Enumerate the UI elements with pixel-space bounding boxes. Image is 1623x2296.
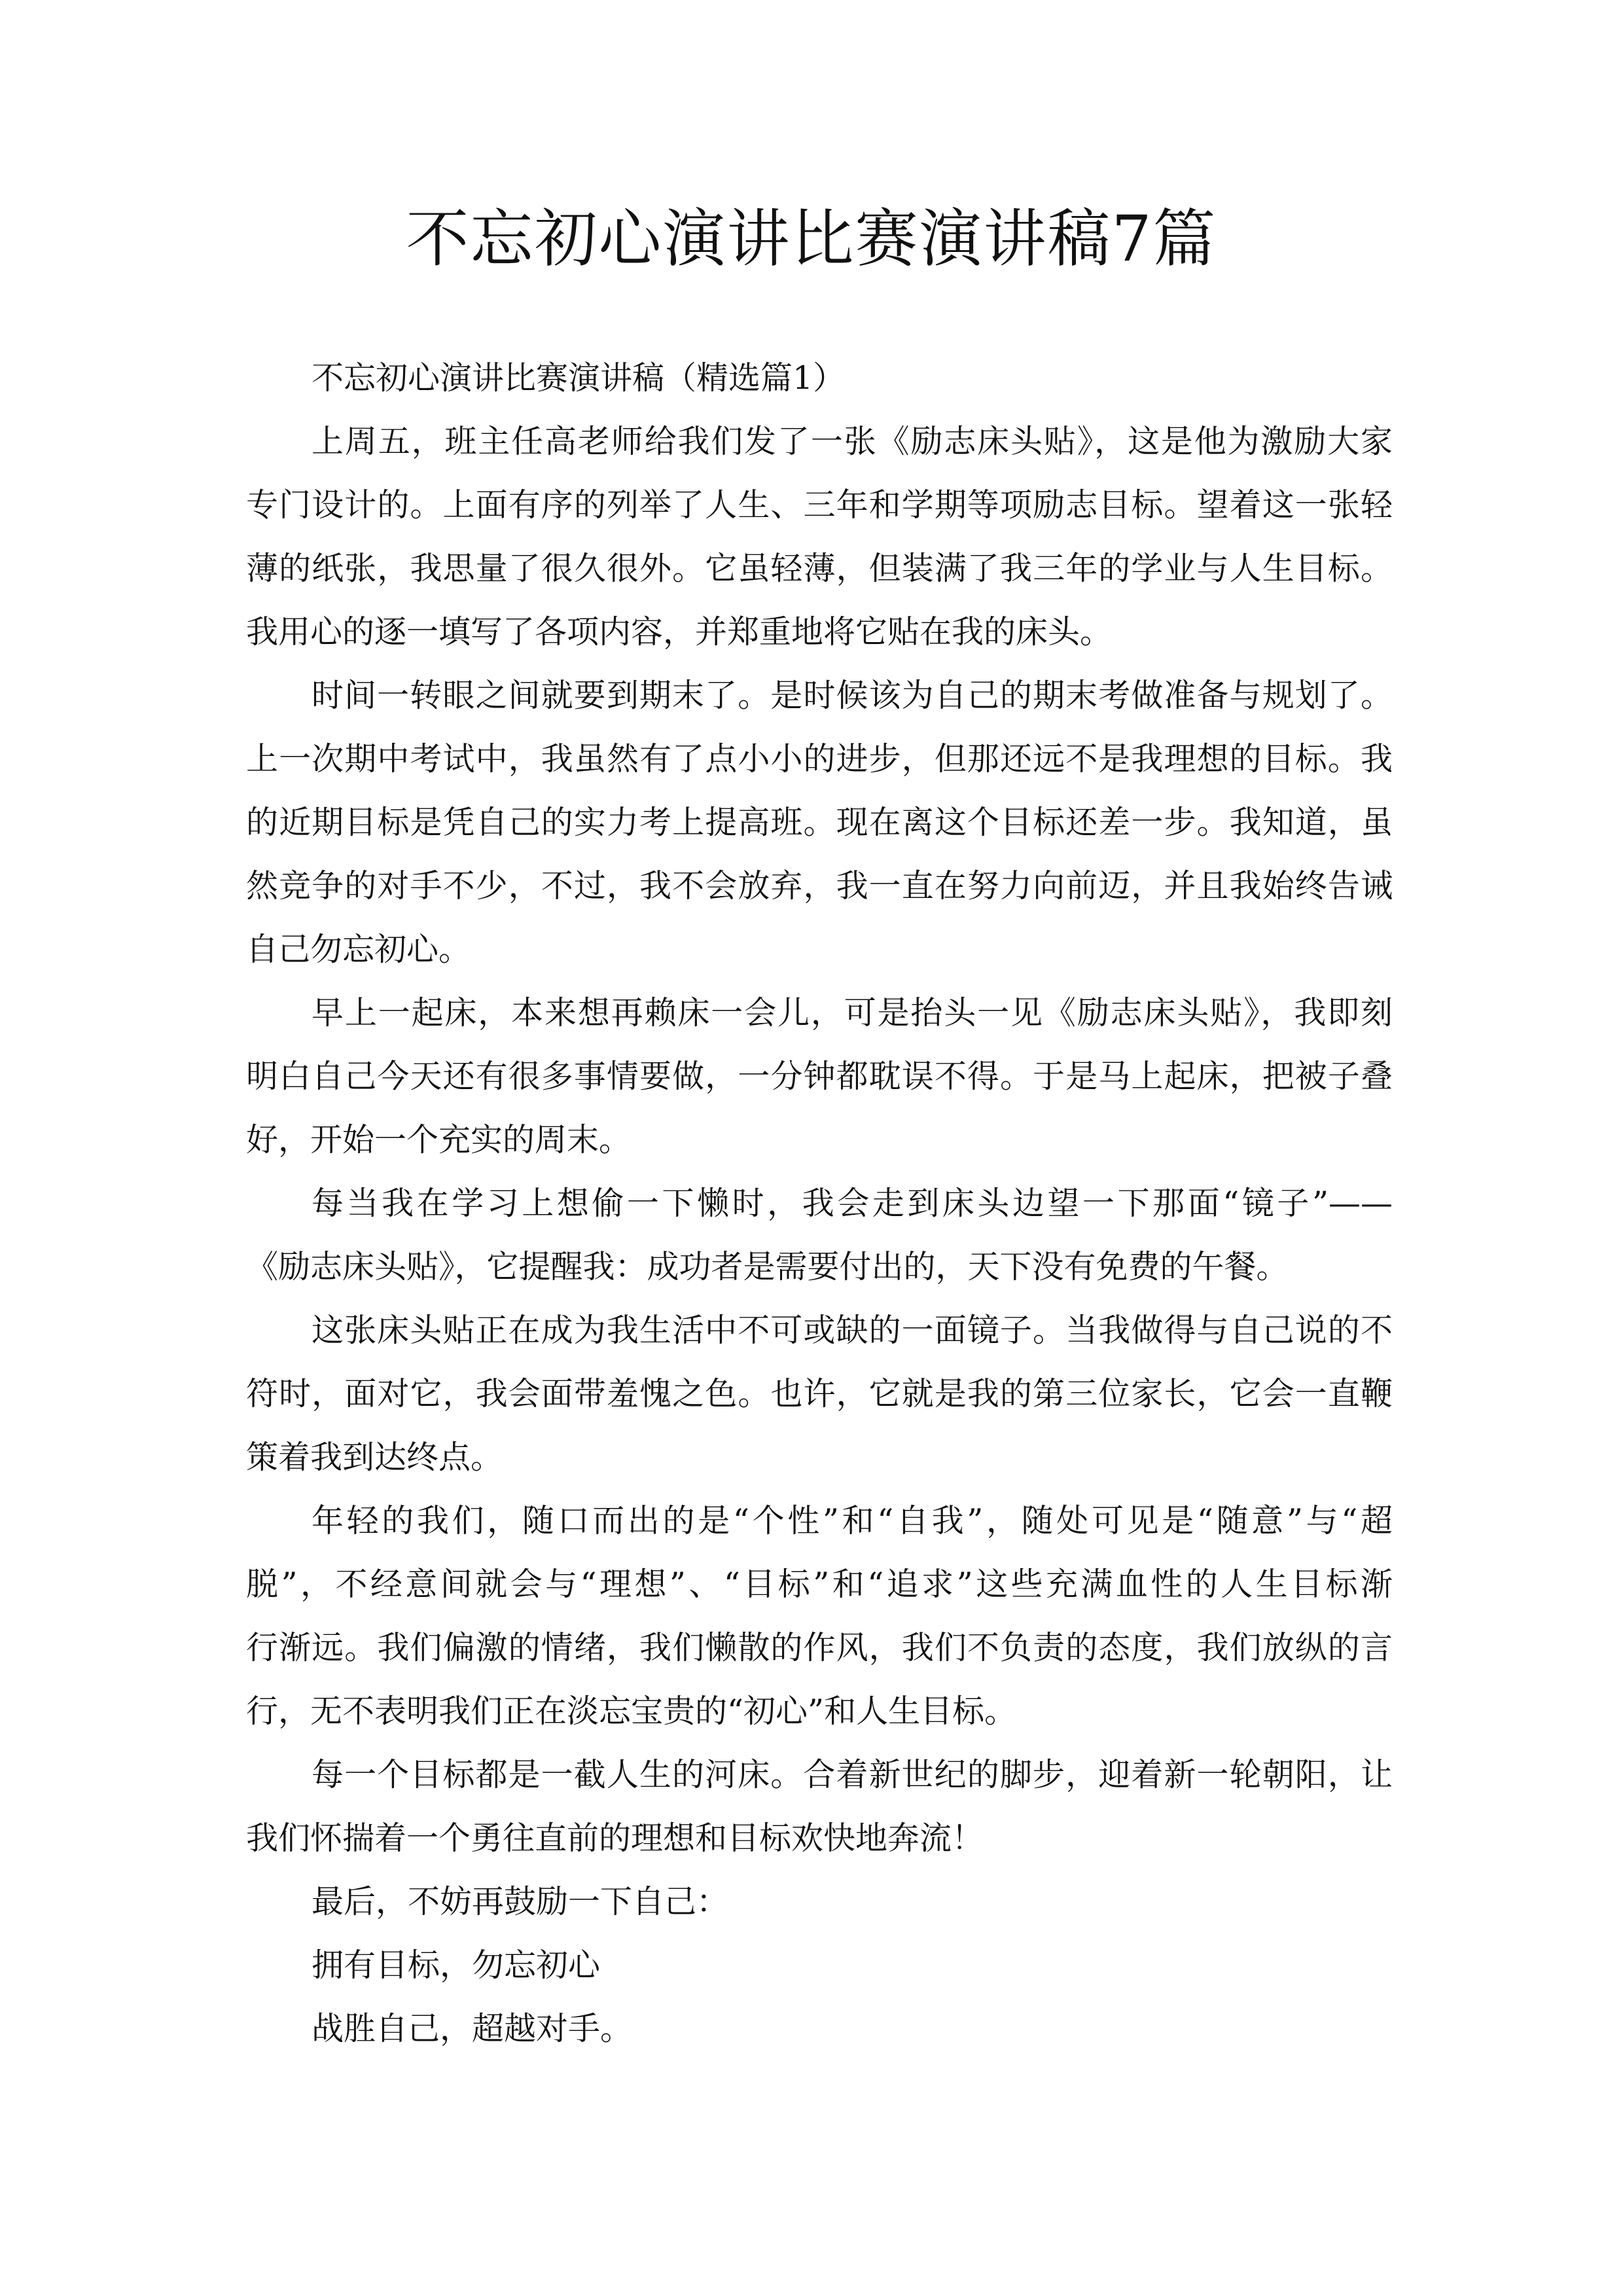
text-line: 最后，不妨再鼓励一下自己： <box>312 1883 729 1920</box>
paragraph <box>246 1299 1393 1489</box>
text-line: 明白自己今天还有很多事情要做，一分钟都耽误不得。于是马上起床，把被子叠 <box>246 1058 1393 1095</box>
text-line: 脱”，不经意间就会与“理想”、“目标”和“追求”这些充满血性的人生目标渐 <box>246 1566 1393 1603</box>
paragraph <box>246 664 1393 981</box>
text-line: 自己勿忘初心。 <box>246 931 471 968</box>
text-line: 每当我在学习上想偷一下懒时，我会走到床头边望一下那面“镜子”—— <box>312 1185 1393 1222</box>
paragraph <box>246 981 1393 1172</box>
text-line: 这张床头贴正在成为我生活中不可或缺的一面镜子。当我做得与自己说的不 <box>312 1312 1393 1349</box>
text-line: 上周五，班主任高老师给我们发了一张《励志床头贴》，这是他为激励大家 <box>312 423 1393 460</box>
text-line: 年轻的我们，随口而出的是“个性”和“自我”，随处可见是“随意”与“超 <box>312 1502 1393 1539</box>
text-line: 策着我到达终点。 <box>246 1439 503 1476</box>
text-line: 战胜自己，超越对手。 <box>312 2010 633 2047</box>
text-line: 专门设计的。上面有序的列举了人生、三年和学期等项励志目标。望着这一张轻 <box>246 486 1393 524</box>
text-line: 早上一起床，本来想再赖床一会儿，可是抬头一见《励志床头贴》，我即刻 <box>312 994 1393 1031</box>
paragraph <box>246 1172 1393 1299</box>
text-line: 我用心的逐一填写了各项内容，并郑重地将它贴在我的床头。 <box>246 613 1113 651</box>
text-line: 薄的纸张，我思量了很久很外。它虽轻薄，但装满了我三年的学业与人生目标。 <box>246 550 1393 587</box>
paragraph <box>246 346 1393 410</box>
text-line: 行渐远。我们偏激的情绪，我们懒散的作风，我们不负责的态度，我们放纵的言 <box>246 1629 1393 1666</box>
text-line: 时间一转眼之间就要到期末了。是时候该为自己的期末考做准备与规划了。 <box>312 677 1393 714</box>
text-line: 每一个目标都是一截人生的河床。合着新世纪的脚步，迎着新一轮朝阳，让 <box>312 1756 1393 1793</box>
text-line: 的近期目标是凭自己的实力考上提高班。现在离这个目标还差一步。我知道，虽 <box>246 804 1393 841</box>
paragraph <box>246 1933 1393 1997</box>
text-line: 符时，面对它，我会面带羞愧之色。也许，它就是我的第三位家长，它会一直鞭 <box>246 1375 1393 1412</box>
text-line: 《励志床头贴》，它提醒我：成功者是需要付出的，天下没有免费的午餐。 <box>246 1248 1289 1285</box>
text-line: 好，开始一个充实的周末。 <box>246 1121 632 1158</box>
text-line: 拥有目标，勿忘初心 <box>312 1946 601 1984</box>
text-line: 我们怀揣着一个勇往直前的理想和目标欢快地奔流！ <box>246 1820 984 1857</box>
document-body <box>246 346 1393 2060</box>
paragraph <box>246 1997 1393 2060</box>
paragraph <box>246 1743 1393 1870</box>
paragraph <box>246 410 1393 664</box>
document-title: 不忘初心演讲比赛演讲稿7篇 <box>406 202 1217 276</box>
paragraph <box>246 1489 1393 1743</box>
paragraph <box>246 1870 1393 1933</box>
text-line: 行，无不表明我们正在淡忘宝贵的“初心”和人生目标。 <box>246 1693 1017 1730</box>
text-line: 不忘初心演讲比赛演讲稿（精选篇1） <box>312 359 846 397</box>
text-line: 上一次期中考试中，我虽然有了点小小的进步，但那还远不是我理想的目标。我 <box>246 740 1393 778</box>
text-line: 然竞争的对手不少，不过，我不会放弃，我一直在努力向前迈，并且我始终告诫 <box>246 867 1393 905</box>
